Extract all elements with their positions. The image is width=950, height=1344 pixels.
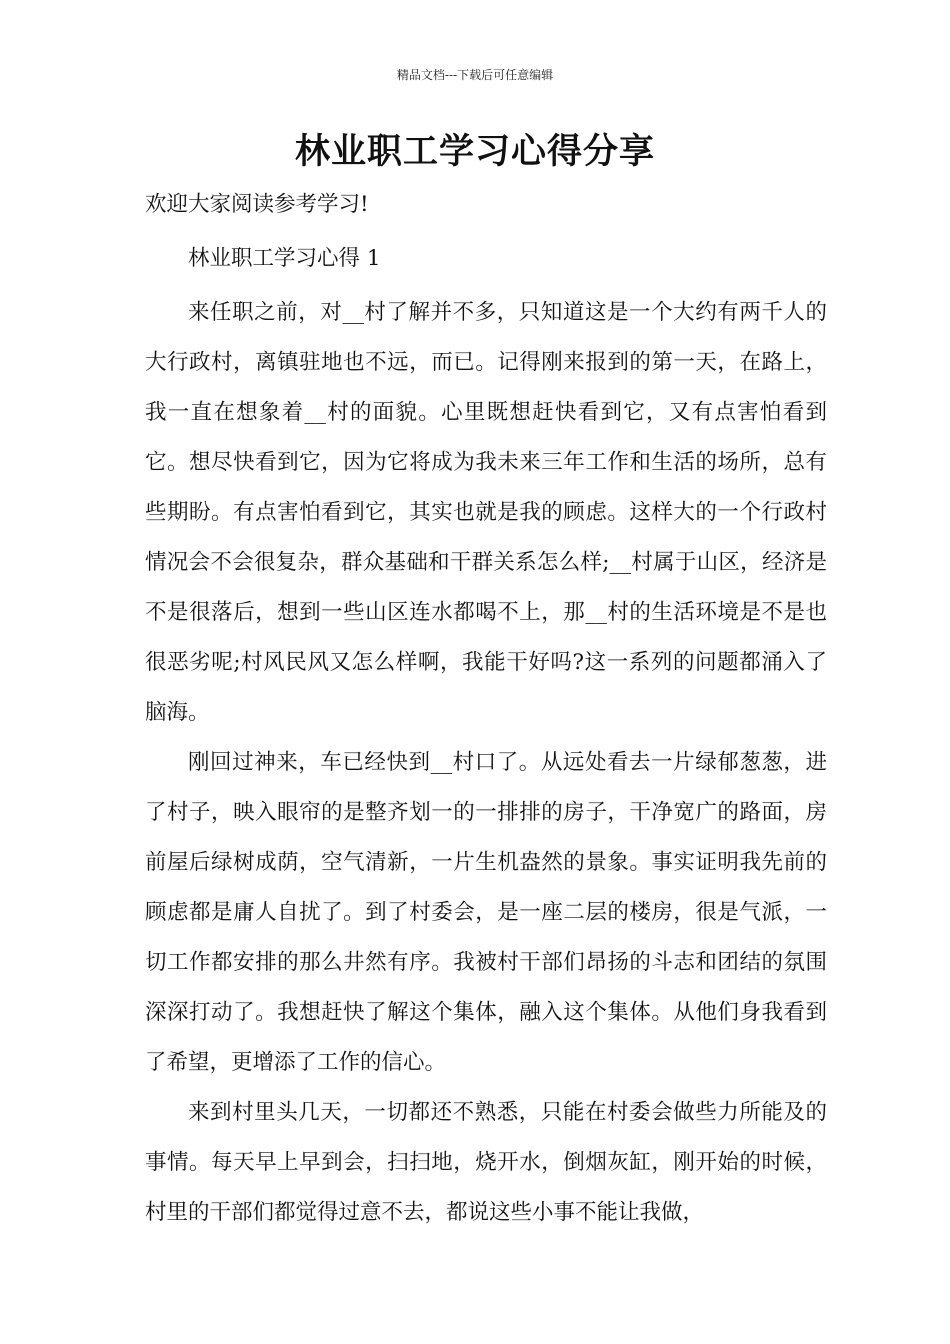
- paragraph-1: 来任职之前，对__村了解并不多，只知道这是一个大约有两千人的大行政村，离镇驻地也不远，而已。记得刚来报到的第一天，在路上，我一直在想象着__村的面貌。心里既想赶快看到它，又有点害怕看到它。想尽快看到它，因为它将成为我未来三年工作和生活的场所，总有些期盼。有点害怕看到它，其实也就是我的顾虑。这样大的一个行政村情况会不会很复杂，群众基础和干群关系怎么样;__村属于山区，经济是不是很落后，想到一些山区连水都喝不上，那__村的生活环境是不是也很恶劣呢;村风民风又怎么样啊，我能干好吗?这一系列的问题都涌入了脑海。: [145, 300, 827, 725]
- intro-line: 欢迎大家阅读参考学习!: [145, 192, 369, 217]
- header-note: 精品文档---下载后可任意编辑: [396, 68, 554, 82]
- document-body: [145, 180, 827, 1238]
- paragraph-3: 来到村里头几天，一切都还不熟悉，只能在村委会做些力所能及的事情。每天早上早到会，扫扫地，烧开水，倒烟灰缸，刚开始的时候，村里的干部们都觉得过意不去，都说这些小事不能让我做，: [145, 1100, 827, 1225]
- section-heading: 林业职工学习心得 1: [188, 246, 381, 271]
- document-title: 林业职工学习心得分享: [294, 131, 655, 172]
- paragraph-2: 刚回过神来，车已经快到__村口了。从远处看去一片绿郁葱葱，进了村子，映入眼帘的是整齐划一的一排排的房子，干净宽广的路面，房前屋后绿树成荫，空气清新，一片生机盎然的景象。事实证明我先前的顾虑都是庸人自扰了。到了村委会，是一座二层的楼房，很是气派，一切工作都安排的那么井然有序。我被村干部们昂扬的斗志和团结的氛围深深打动了。我想赶快了解这个集体，融入这个集体。从他们身我看到了希望，更增添了工作的信心。: [145, 750, 827, 1075]
